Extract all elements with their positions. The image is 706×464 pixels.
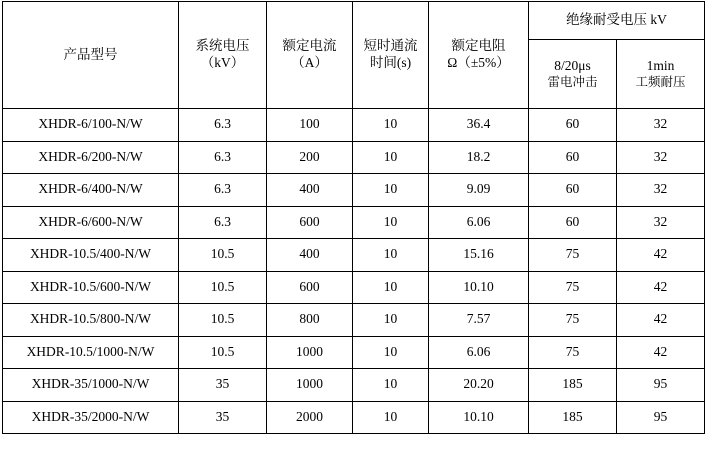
cell-lightning-impulse: 60 [529, 141, 617, 174]
header-power-frequency [617, 39, 705, 108]
specification-table [2, 1, 705, 434]
cell-model: XHDR-6/200-N/W [3, 141, 179, 174]
table-row [3, 369, 705, 402]
header-rated-resistance-line2: Ω（±5%） [447, 55, 510, 70]
cell-power-frequency: 42 [617, 271, 705, 304]
header-system-voltage [179, 2, 267, 109]
header-short-time-current [353, 2, 429, 109]
table-row [3, 206, 705, 239]
cell-rated-current: 1000 [267, 336, 353, 369]
cell-system-voltage: 6.3 [179, 109, 267, 142]
header-system-voltage-line1: 系统电压 [195, 38, 250, 54]
cell-short-time-current: 10 [353, 206, 429, 239]
cell-power-frequency: 32 [617, 174, 705, 207]
cell-power-frequency: 42 [617, 239, 705, 272]
cell-short-time-current: 10 [353, 304, 429, 337]
cell-system-voltage: 10.5 [179, 304, 267, 337]
cell-rated-current: 2000 [267, 401, 353, 434]
cell-system-voltage: 35 [179, 401, 267, 434]
table-row [3, 401, 705, 434]
cell-lightning-impulse: 75 [529, 271, 617, 304]
cell-rated-current: 400 [267, 174, 353, 207]
header-short-time-current-line2: 时间(s) [369, 55, 412, 70]
table-row [3, 304, 705, 337]
cell-rated-resistance: 6.06 [429, 206, 529, 239]
cell-lightning-impulse: 75 [529, 304, 617, 337]
cell-rated-current: 100 [267, 109, 353, 142]
cell-power-frequency: 95 [617, 401, 705, 434]
cell-model: XHDR-6/600-N/W [3, 206, 179, 239]
cell-short-time-current: 10 [353, 336, 429, 369]
cell-model: XHDR-10.5/400-N/W [3, 239, 179, 272]
cell-rated-current: 800 [267, 304, 353, 337]
header-model: 产品型号 [3, 2, 179, 109]
cell-rated-current: 600 [267, 271, 353, 304]
cell-short-time-current: 10 [353, 369, 429, 402]
cell-rated-resistance: 6.06 [429, 336, 529, 369]
cell-power-frequency: 95 [617, 369, 705, 402]
cell-model: XHDR-6/100-N/W [3, 109, 179, 142]
cell-system-voltage: 10.5 [179, 271, 267, 304]
header-rated-current-line2: （A） [291, 55, 328, 70]
cell-lightning-impulse: 185 [529, 369, 617, 402]
cell-lightning-impulse: 75 [529, 239, 617, 272]
cell-power-frequency: 32 [617, 206, 705, 239]
header-lightning-impulse [529, 39, 617, 108]
header-system-voltage-line2: （kV） [200, 55, 245, 70]
cell-rated-resistance: 20.20 [429, 369, 529, 402]
cell-short-time-current: 10 [353, 271, 429, 304]
header-rated-resistance-line1: 额定电阻 [451, 38, 506, 54]
cell-model: XHDR-10.5/1000-N/W [3, 336, 179, 369]
cell-rated-current: 600 [267, 206, 353, 239]
cell-system-voltage: 6.3 [179, 206, 267, 239]
table-row [3, 336, 705, 369]
cell-power-frequency: 42 [617, 336, 705, 369]
cell-rated-resistance: 10.10 [429, 401, 529, 434]
table-row [3, 174, 705, 207]
header-rated-current-line1: 额定电流 [282, 38, 337, 54]
header-lightning-impulse-line1: 8/20μs [554, 57, 591, 73]
table-row [3, 239, 705, 272]
table-row [3, 271, 705, 304]
cell-lightning-impulse: 185 [529, 401, 617, 434]
cell-model: XHDR-10.5/600-N/W [3, 271, 179, 304]
cell-rated-resistance: 18.2 [429, 141, 529, 174]
table-row [3, 141, 705, 174]
cell-short-time-current: 10 [353, 401, 429, 434]
header-rated-resistance [429, 2, 529, 109]
cell-rated-current: 200 [267, 141, 353, 174]
cell-model: XHDR-10.5/800-N/W [3, 304, 179, 337]
cell-lightning-impulse: 60 [529, 206, 617, 239]
cell-short-time-current: 10 [353, 141, 429, 174]
cell-lightning-impulse: 60 [529, 109, 617, 142]
document-page [0, 1, 706, 464]
table-row [3, 109, 705, 142]
cell-system-voltage: 35 [179, 369, 267, 402]
cell-system-voltage: 6.3 [179, 141, 267, 174]
cell-model: XHDR-6/400-N/W [3, 174, 179, 207]
header-power-frequency-line1: 1min [646, 57, 675, 73]
cell-short-time-current: 10 [353, 109, 429, 142]
table-header [3, 2, 705, 109]
cell-power-frequency: 42 [617, 304, 705, 337]
cell-short-time-current: 10 [353, 239, 429, 272]
cell-rated-current: 400 [267, 239, 353, 272]
cell-rated-resistance: 36.4 [429, 109, 529, 142]
cell-rated-resistance: 10.10 [429, 271, 529, 304]
cell-lightning-impulse: 75 [529, 336, 617, 369]
table-header-group-row [3, 2, 705, 40]
cell-power-frequency: 32 [617, 109, 705, 142]
header-rated-current [267, 2, 353, 109]
header-lightning-impulse-line2: 雷电冲击 [547, 74, 598, 89]
cell-system-voltage: 6.3 [179, 174, 267, 207]
cell-system-voltage: 10.5 [179, 239, 267, 272]
cell-short-time-current: 10 [353, 174, 429, 207]
cell-power-frequency: 32 [617, 141, 705, 174]
header-power-frequency-line2: 工频耐压 [635, 74, 686, 89]
table-body [3, 109, 705, 434]
header-insulation-group: 绝缘耐受电压 kV [529, 2, 705, 40]
cell-model: XHDR-35/2000-N/W [3, 401, 179, 434]
cell-lightning-impulse: 60 [529, 174, 617, 207]
cell-rated-current: 1000 [267, 369, 353, 402]
cell-model: XHDR-35/1000-N/W [3, 369, 179, 402]
cell-rated-resistance: 7.57 [429, 304, 529, 337]
cell-system-voltage: 10.5 [179, 336, 267, 369]
cell-rated-resistance: 15.16 [429, 239, 529, 272]
cell-rated-resistance: 9.09 [429, 174, 529, 207]
header-short-time-current-line1: 短时通流 [363, 38, 418, 54]
